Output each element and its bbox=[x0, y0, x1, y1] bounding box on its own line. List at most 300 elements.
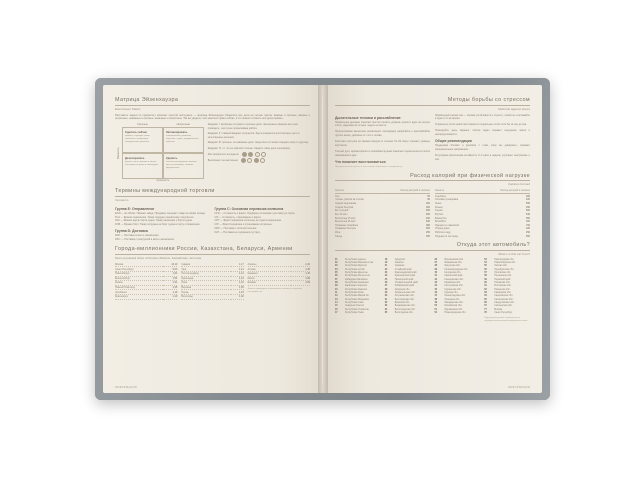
quadrant-desc: рутина, часть звонков и писем, некоторые встречи и совещания bbox=[125, 161, 159, 167]
activity: Бег 10 км/ч bbox=[335, 212, 348, 216]
city-name: Челябинск bbox=[115, 290, 127, 294]
region-name: Новгородская обл. bbox=[494, 258, 515, 261]
section-incoterms bbox=[115, 188, 310, 241]
region-code: 04 bbox=[335, 268, 338, 271]
section-subtitle: Methods against stress bbox=[498, 106, 530, 111]
region-code: 67 bbox=[484, 305, 487, 308]
term: FAS — Франко вдоль борта судна. Товар размещён у борта судна. bbox=[115, 219, 193, 223]
region-name: Красноярский край bbox=[394, 275, 416, 278]
region-name: Республика Калмыкия bbox=[345, 281, 369, 284]
city-population: 1,15 bbox=[305, 272, 310, 276]
region-name: Пензенская обл. bbox=[494, 275, 512, 278]
region-code: 45 bbox=[434, 288, 438, 291]
city-population: 1,10 bbox=[239, 281, 244, 285]
region-code: 03 bbox=[335, 265, 338, 268]
calories: 480 bbox=[526, 194, 530, 198]
calories: 560 bbox=[526, 216, 530, 220]
city-population: 1,09 bbox=[305, 281, 310, 285]
calories-header bbox=[435, 189, 530, 194]
section-calories bbox=[335, 173, 530, 239]
city-name: Шымкент bbox=[247, 272, 259, 276]
col-header-activity: Занятие bbox=[435, 189, 445, 193]
region-name: Волгоградская обл. bbox=[394, 308, 416, 311]
right-page bbox=[323, 85, 542, 393]
dot-empty-icon bbox=[260, 158, 265, 163]
city-population: 1,10 bbox=[239, 276, 244, 280]
region-code: 34 bbox=[384, 308, 388, 311]
cities-table bbox=[115, 263, 177, 300]
region-code: 11 bbox=[335, 291, 338, 294]
region-code: 25 bbox=[384, 278, 388, 281]
incoterms-group bbox=[215, 205, 311, 242]
calories: 650 bbox=[526, 234, 530, 238]
matrix-axis-y: Важность bbox=[117, 147, 120, 160]
region-code: 21 bbox=[384, 265, 388, 268]
region-code: 62 bbox=[484, 288, 487, 291]
legend-label: Выполнено / не выполнено bbox=[207, 159, 238, 163]
stress-column-right bbox=[435, 114, 530, 169]
region-code: 23 bbox=[384, 272, 388, 274]
matrix-note: Квадрант I: кризисные ситуации и срочные дела. Чем меньше времени вы в нём проводите, тем лучше организована работа. bbox=[207, 123, 298, 130]
stress-item: Ограничьте поток новостей и время в социальных сетях хотя бы за час до сна. bbox=[435, 123, 527, 127]
folio-left: ИНФОРМАЦИЯ bbox=[115, 386, 137, 389]
city-name: Екатеринбург bbox=[115, 276, 131, 280]
region-name: Владимирская обл. bbox=[394, 305, 416, 308]
region-code: 50 bbox=[434, 305, 438, 308]
legend-label: Мои приоритеты на неделю bbox=[207, 153, 239, 157]
region-code: 32 bbox=[384, 301, 388, 304]
region-code: 78 bbox=[484, 311, 487, 314]
table-row bbox=[435, 235, 530, 239]
matrix-axis-x: Срочность bbox=[156, 179, 170, 183]
region-name: Республика Татарстан bbox=[345, 308, 369, 311]
stress-item: Регулярная физическая активность 3–4 раза в неделю улучшает настроение и сон. bbox=[435, 153, 530, 161]
code-row bbox=[385, 312, 431, 315]
stress-item: Прогрессивная мышечная релаксация: поочерёдно напрягайте и расслабляйте группы мышц, двигаясь от стоп к голове. bbox=[335, 130, 430, 138]
region-code: 29 bbox=[384, 291, 388, 294]
cities-column bbox=[248, 263, 310, 300]
section-title: Термины международной торговли bbox=[115, 188, 310, 197]
codes-column bbox=[335, 259, 381, 324]
incoterms-columns bbox=[115, 205, 310, 242]
incoterms-group bbox=[115, 205, 211, 242]
region-name: Санкт-Петербург bbox=[494, 311, 513, 314]
code-row bbox=[435, 312, 481, 315]
section-title: Откуда этот автомобиль? bbox=[335, 242, 530, 251]
dot-filled-icon bbox=[241, 158, 246, 163]
page-gutter bbox=[318, 85, 328, 393]
eisenhower-matrix bbox=[115, 123, 310, 183]
col-header-activity: Занятие bbox=[335, 189, 345, 193]
matrix-col-header-not-urgent: Несрочные bbox=[176, 123, 191, 127]
calories: 500 bbox=[526, 209, 530, 213]
dot-filled-icon bbox=[248, 152, 253, 157]
calories: 550 bbox=[526, 202, 530, 206]
section-title: Города-миллионники России, Казахстана, Беларуси, Армении bbox=[115, 246, 310, 255]
term: DDP — Поставка с оплатой пошлин. bbox=[214, 226, 257, 230]
city-name: Алматы bbox=[247, 263, 257, 267]
city-population: 1,63 bbox=[172, 272, 178, 276]
city-population: 1,19 bbox=[172, 290, 178, 294]
legend-done bbox=[208, 158, 310, 163]
region-code: 31 bbox=[384, 298, 388, 301]
region-name: Камчатский край bbox=[444, 275, 463, 278]
matrix-quadrant-4 bbox=[163, 153, 204, 179]
region-name: Оренбургская обл. bbox=[494, 268, 515, 271]
group-heading: Группа E: Отправление bbox=[115, 206, 155, 211]
calories: 600 bbox=[426, 212, 430, 216]
region-name: Курская обл. bbox=[444, 291, 459, 294]
term: DPU — Поставка с разгрузкой в месте назначения. bbox=[115, 237, 175, 241]
city-population: 1,99 bbox=[305, 276, 310, 280]
city-population: 2,10 bbox=[305, 263, 310, 267]
region-name: Магаданская обл. bbox=[444, 301, 464, 304]
activity: Плавание спокойное bbox=[335, 223, 359, 227]
region-name: Алтайский край bbox=[394, 268, 412, 271]
activity: Йога bbox=[335, 230, 341, 234]
cities-table bbox=[248, 263, 310, 286]
region-name: Москва bbox=[494, 308, 503, 311]
matrix-quadrant-2 bbox=[163, 127, 204, 153]
cities-columns bbox=[115, 263, 310, 300]
dot-empty-icon bbox=[247, 158, 252, 163]
matrix-col-header-urgent: Срочные bbox=[137, 123, 148, 127]
region-name: Республика Тыва bbox=[345, 311, 364, 314]
region-code: 30 bbox=[384, 295, 388, 298]
city-name: Волгоград bbox=[181, 295, 193, 299]
city-name: Уфа bbox=[181, 267, 187, 271]
table-row bbox=[181, 294, 243, 299]
city-population: 1,31 bbox=[172, 281, 178, 285]
calories-header bbox=[335, 189, 430, 194]
region-code: 38 bbox=[434, 265, 438, 268]
region-code: 36 bbox=[434, 258, 438, 261]
calories: 540 bbox=[526, 212, 530, 216]
city-name: Ереван bbox=[247, 281, 256, 285]
calories: 400 bbox=[426, 216, 430, 220]
region-name: Новосибирская обл. bbox=[494, 262, 516, 265]
code-row bbox=[484, 312, 530, 315]
region-code: 35 bbox=[384, 311, 388, 314]
region-name: Орловская обл. bbox=[494, 272, 511, 274]
activity: Бег трусцой bbox=[335, 209, 349, 213]
region-code: 06 bbox=[335, 275, 338, 278]
term: CIP — Фрахт/перевозка и страхование оплачены. bbox=[214, 223, 273, 226]
calories: 700 bbox=[526, 223, 530, 227]
codes-column bbox=[385, 259, 431, 324]
city-population: 1,05 bbox=[239, 286, 244, 290]
quadrant-title: Сделать сейчас bbox=[125, 130, 148, 135]
stress-footnote: При длительном стрессе и бессоннице обратитесь к специалисту. bbox=[335, 165, 403, 168]
group-heading: Группа C: Основная перевозка оплачена bbox=[214, 206, 284, 211]
stress-item: Правильное дыхание помогает быстро снизить уровень тревоги: вдох на четыре счёта, задержка на четыре, выдох на шесть. bbox=[335, 120, 430, 128]
activity: Работа в саду bbox=[435, 230, 451, 234]
section-subtitle: Most populated cities of Russia, Belarus, Kazakhstan, Armenia bbox=[115, 255, 201, 260]
region-code: 44 bbox=[434, 285, 438, 288]
city-population: 1,14 bbox=[239, 272, 244, 276]
term: DAP — Поставка в месте назначения. bbox=[115, 233, 160, 237]
region-code: 51 bbox=[434, 308, 438, 311]
city-name: Воронеж bbox=[181, 286, 192, 290]
region-name: Костромская обл. bbox=[444, 285, 464, 288]
region-name: Удмуртия bbox=[394, 258, 405, 261]
region-code: 56 bbox=[484, 268, 487, 271]
stress-item: Поддержка близких и разговор с теми, кому вы доверяете, снижают эмоциональное напряжение. bbox=[435, 143, 530, 151]
region-code: 48 bbox=[434, 298, 438, 301]
region-code: 64 bbox=[484, 295, 487, 298]
matrix-notes bbox=[204, 123, 310, 183]
region-name: Республика Адыгея bbox=[345, 258, 366, 261]
matrix-axis-x-wrap bbox=[122, 179, 204, 183]
region-name: Хабаровский край bbox=[394, 285, 415, 288]
section-title: Методы борьбы со стрессом bbox=[335, 97, 530, 106]
region-code: 28 bbox=[384, 288, 388, 291]
table-row bbox=[115, 294, 177, 299]
region-name: Амурская обл. bbox=[394, 288, 411, 291]
folio-right: ИНФОРМАЦИЯ bbox=[508, 386, 530, 389]
city-name: Минск bbox=[247, 276, 255, 280]
calories: 200 bbox=[426, 202, 430, 206]
quadrant-title: Запланировать bbox=[165, 130, 188, 135]
calories-columns bbox=[335, 189, 530, 238]
activity: Велосипед 25 км/ч bbox=[335, 220, 356, 224]
term: DAT — Поставка на терминале (устар.). bbox=[214, 230, 261, 234]
region-name: Белгородская обл. bbox=[394, 298, 415, 301]
dot-empty-icon bbox=[255, 152, 260, 157]
region-code: 17 bbox=[335, 311, 338, 314]
dot-filled-icon bbox=[254, 158, 259, 163]
dot-empty-icon bbox=[261, 152, 266, 157]
city-name: Красноярск bbox=[115, 295, 128, 299]
quadrant-desc: планирование, развитие, обучение, отдых, профилактика проблем bbox=[165, 135, 199, 144]
activity: Баскетбол bbox=[435, 216, 447, 220]
region-name: Брянская обл. bbox=[394, 301, 410, 304]
section-subtitle: Eisenhower Matrix bbox=[115, 106, 141, 111]
region-code: 77 bbox=[484, 308, 487, 311]
section-title: Расход калорий при физической нагрузке bbox=[335, 173, 530, 182]
region-name: Республика Алтай bbox=[345, 268, 365, 271]
code-row bbox=[335, 312, 381, 315]
table-row bbox=[248, 281, 310, 286]
region-name: Самарская обл. bbox=[494, 291, 512, 294]
region-code: 49 bbox=[434, 301, 438, 304]
city-name: Санкт-Петербург bbox=[115, 267, 134, 271]
region-code: 16 bbox=[335, 308, 338, 311]
region-name: Липецкая обл. bbox=[444, 298, 460, 301]
matrix-quadrant-1 bbox=[122, 127, 163, 153]
term: CPT — Фрахт/перевозка оплачены до пункта назначения. bbox=[214, 219, 282, 223]
city-name: Астана bbox=[247, 267, 256, 271]
region-code: 19 bbox=[384, 262, 388, 265]
calories: 180 bbox=[526, 227, 530, 231]
region-code: 27 bbox=[384, 285, 388, 288]
region-name: Ростовская обл. bbox=[494, 285, 512, 288]
matrix-row-not-important bbox=[122, 153, 204, 179]
region-name: Северная Осетия bbox=[345, 305, 364, 308]
region-code: 09 bbox=[335, 285, 338, 288]
quadrant-title: Удалить bbox=[165, 156, 178, 161]
section-eisenhower bbox=[115, 97, 310, 183]
activity: Уборка дома bbox=[435, 227, 450, 231]
dot-filled-icon bbox=[242, 152, 247, 157]
activity: Ходьба быстрая bbox=[335, 205, 354, 209]
city-population: 1,54 bbox=[172, 276, 178, 280]
activity: Плавание быстрое bbox=[335, 227, 357, 231]
region-name: Республика Дагестан bbox=[345, 272, 368, 274]
region-name: Вологодская обл. bbox=[394, 311, 414, 314]
activity: Коньки bbox=[435, 205, 443, 209]
section-intro: Расставить задачи по приоритету помогает простой инструмент — матрица Эйзенхауэра. Разделите все дела на четыре группы: важные и срочные, важные и несрочные, неважные и срочные, неважные и несрочные. Так вы увидите, чем заняться прямо сейчас, а что можно отложить или делегировать. bbox=[115, 113, 310, 121]
region-name: Республика Коми bbox=[345, 291, 364, 294]
table-row bbox=[335, 235, 430, 239]
city-name: Москва bbox=[115, 263, 124, 267]
region-code: 33 bbox=[384, 305, 388, 308]
subheading: Дыхательные техники и расслабление bbox=[335, 115, 401, 120]
region-name: Курганская обл. bbox=[444, 288, 462, 291]
region-code: 07 bbox=[335, 278, 338, 281]
region-name: Приморский край bbox=[394, 278, 414, 281]
region-name: Республика Башкортостан bbox=[345, 262, 374, 265]
region-name: Республика Саха bbox=[345, 301, 364, 304]
codes-columns bbox=[335, 259, 530, 324]
region-name: Сахалинская обл. bbox=[494, 298, 514, 301]
quadrant-title: Делегировать bbox=[125, 156, 145, 161]
notebook-photo bbox=[95, 78, 550, 400]
matrix-note: Квадрант III: срочные, но неважные дела. Чаще всего их можно передать кому-то другому. bbox=[207, 141, 309, 145]
region-code: 14 bbox=[335, 301, 338, 304]
region-name: Иркутская обл. bbox=[444, 265, 461, 268]
cities-column bbox=[181, 263, 243, 300]
section-subtitle: Calories burned bbox=[508, 182, 530, 187]
city-name: Казань bbox=[115, 281, 123, 285]
notebook-open-pages bbox=[103, 85, 542, 393]
calories: 600 bbox=[426, 227, 430, 231]
region-name: Чувашия bbox=[394, 265, 405, 268]
matrix-grid bbox=[122, 123, 204, 183]
region-name: Воронежская обл. bbox=[444, 258, 464, 261]
term: FCA — Франко перевозчик. Товар передан перевозчику покупателя. bbox=[115, 215, 195, 219]
calories: 380 bbox=[426, 223, 430, 227]
term: FOB — Франко борт. Товар погружен на борт судна в порту отправления. bbox=[115, 223, 201, 226]
section-stress bbox=[335, 97, 530, 169]
codes-column bbox=[484, 259, 530, 324]
region-name: Калужская обл. bbox=[444, 272, 461, 274]
city-population: 1,35 bbox=[305, 267, 310, 271]
region-code: 01 bbox=[335, 258, 338, 261]
region-code: 60 bbox=[484, 281, 487, 284]
region-name: Ставропольский край bbox=[394, 281, 418, 284]
region-name: Республика Мордовия bbox=[345, 298, 369, 301]
region-code: 65 bbox=[484, 298, 487, 301]
calories: 620 bbox=[426, 220, 430, 224]
region-name: Карачаево-Черкесия bbox=[345, 285, 368, 288]
calories: 480 bbox=[426, 209, 430, 213]
stress-column-left bbox=[335, 114, 430, 169]
city-name: Краснодар bbox=[181, 276, 194, 280]
region-name: Республика Марий Эл bbox=[345, 295, 369, 298]
region-code: 66 bbox=[484, 301, 487, 304]
activity: Ходьба медленная bbox=[335, 202, 357, 206]
region-code: 08 bbox=[335, 281, 338, 284]
activity: Футбол bbox=[435, 212, 444, 216]
city-name: Новосибирск bbox=[115, 272, 130, 276]
matrix-note: Квадрант IV: то, что не приносит пользы. Сведите такие дела к минимуму. bbox=[207, 146, 291, 150]
region-code: 52 bbox=[434, 311, 438, 314]
subheading: Общие рекомендации bbox=[435, 138, 472, 143]
city-population: 13,10 bbox=[171, 263, 178, 267]
region-name: Калининградская обл. bbox=[444, 268, 469, 271]
region-name: Республика Ингушетия bbox=[345, 275, 370, 278]
region-code: 59 bbox=[484, 278, 487, 281]
city-population: 1,25 bbox=[172, 286, 178, 290]
region-name: Архангельская обл. bbox=[394, 291, 416, 294]
region-name: Пермский край bbox=[494, 278, 511, 281]
region-code: 42 bbox=[434, 278, 438, 281]
activity: Подъём по лестнице bbox=[435, 234, 459, 238]
activity: Чтение, работа за столом bbox=[335, 198, 364, 202]
activity: Танцы bbox=[335, 234, 343, 238]
codes-footnote: Код региона указан в правой части государственного регистрационного знака. bbox=[484, 317, 528, 323]
calories: 450 bbox=[526, 205, 530, 209]
region-name: Рязанская обл. bbox=[494, 288, 511, 291]
region-code: 46 bbox=[434, 291, 438, 294]
region-name: Республика Бурятия bbox=[345, 265, 367, 268]
region-name: Астраханская обл. bbox=[394, 295, 415, 298]
region-name: Саратовская обл. bbox=[494, 295, 514, 298]
term: CFR — Стоимость и фрахт. Продавец оплачивает доставку до порта. bbox=[214, 211, 296, 215]
stress-item: Правильный режим сна — основа устойчивости к стрессу: ложитесь и вставайте в одно и то же время. bbox=[435, 113, 530, 121]
region-name: Смоленская обл. bbox=[494, 305, 513, 308]
activity: Теннис bbox=[435, 209, 443, 213]
region-name: Нижегородская обл. bbox=[444, 311, 466, 314]
region-name: Ивановская обл. bbox=[444, 262, 463, 265]
section-subtitle: Incoterms bbox=[115, 197, 129, 202]
matrix-quadrant-3 bbox=[122, 153, 163, 179]
region-code: 02 bbox=[335, 262, 338, 265]
section-car-region-codes bbox=[335, 242, 530, 323]
activity: Велосипед 15 км/ч bbox=[335, 216, 356, 220]
region-name: Ленинградская обл. bbox=[444, 295, 466, 298]
region-name: Мурманская обл. bbox=[444, 308, 463, 311]
cities-table bbox=[181, 263, 243, 300]
matrix-note: Квадрант II: главный квадрант результата. Здесь рождаются долгосрочные цели и качественные решения. bbox=[207, 132, 300, 139]
city-name: Нижний Новгород bbox=[115, 286, 135, 290]
region-code: 37 bbox=[434, 262, 438, 265]
section-cities bbox=[115, 246, 310, 299]
section-title: Матрица Эйзенхауэра bbox=[115, 97, 310, 106]
region-code: 10 bbox=[335, 288, 338, 291]
region-code: 12 bbox=[335, 295, 338, 298]
region-name: Кировская обл. bbox=[444, 281, 461, 284]
stress-columns bbox=[335, 114, 530, 169]
quadrant-desc: кризисы, горящие сроки, проблемы, требующие немедленного решения bbox=[125, 135, 151, 144]
region-name: Кемеровская обл. bbox=[444, 278, 464, 281]
region-code: 58 bbox=[484, 275, 487, 278]
city-name: Самара bbox=[181, 263, 191, 267]
region-code: 13 bbox=[335, 298, 338, 301]
col-header-value: Расход калорий в час/ккал bbox=[400, 189, 430, 193]
activity: Лыжи bbox=[435, 202, 442, 206]
calories: 50 bbox=[427, 194, 430, 198]
city-population: 5,60 bbox=[172, 267, 178, 271]
region-name: Республика Карелия bbox=[345, 288, 368, 291]
term: CIF — Стоимость, страхование и фрахт. bbox=[214, 215, 262, 219]
calories: 300 bbox=[526, 220, 530, 224]
col-header-value: Расход калорий в час/ккал bbox=[500, 189, 530, 193]
calories: 350 bbox=[426, 234, 430, 238]
activity: Сон bbox=[335, 194, 340, 198]
region-code: 39 bbox=[434, 268, 438, 271]
